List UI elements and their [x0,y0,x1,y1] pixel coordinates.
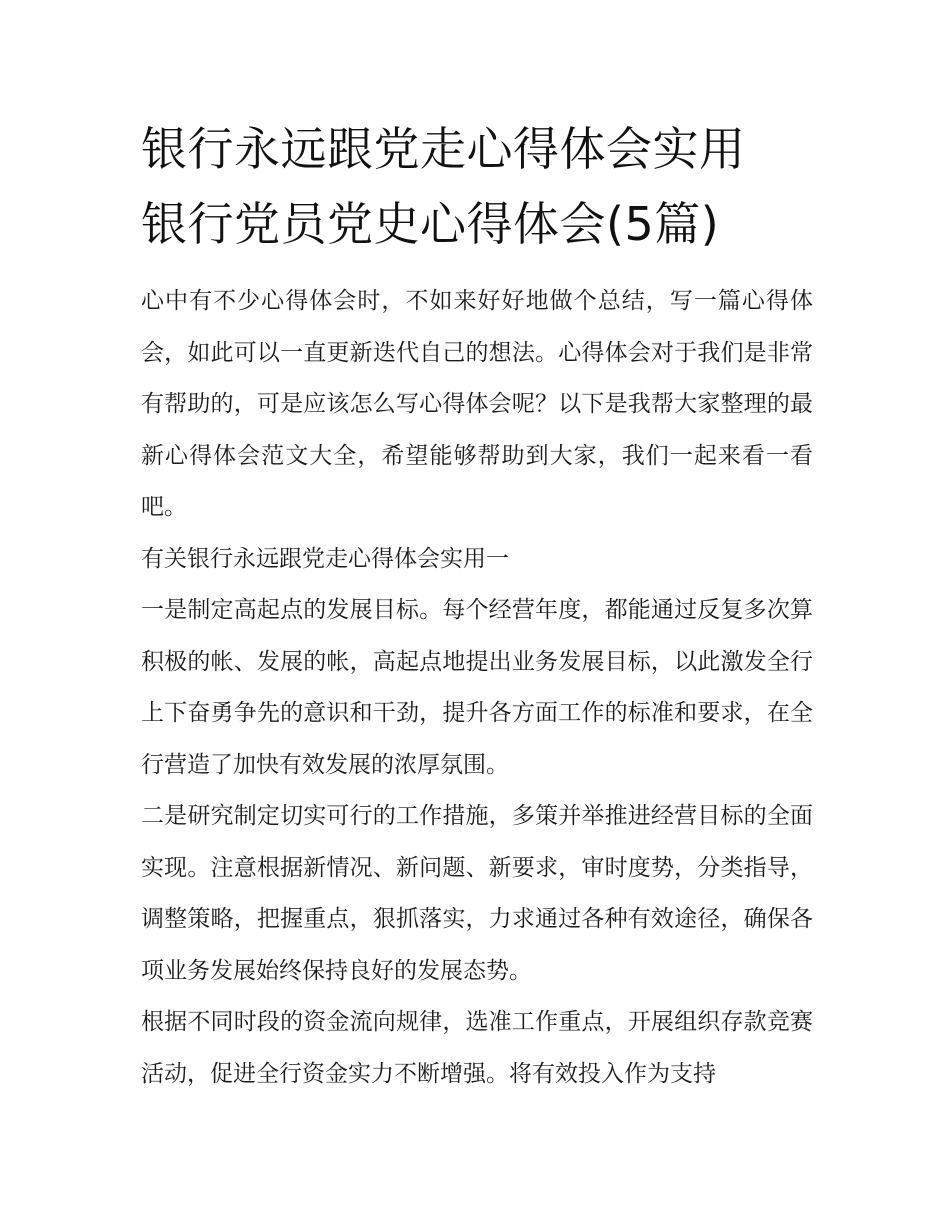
section-heading: 有关银行永远跟党走心得体会实用一 [141,545,509,572]
title-line-1: 银行永远跟党走心得体会实用 [141,122,746,176]
title-line-2: 银行党员党史心得体会(5篇) [141,197,720,251]
intro-paragraph: 心中有不少心得体会时，不如来好好地做个总结，写一篇心得体会，如此可以一直更新迭代自己的想法。心得体会对于我们是非常有帮助的，可是应该怎么写心得体会呢？以下是我帮大家整理的最新心得体会范文大全，希望能够帮助到大家，我们一起来看一看吧。 [141,288,813,520]
body-paragraph-3: 根据不同时段的资金流向规律，选准工作重点，开展组织存款竞赛活动，促进全行资金实力不断增强。将有效投入作为支持 [141,1009,813,1087]
document-body [141,276,813,1100]
document-content [141,112,813,1100]
document-title [141,112,813,262]
body-paragraph-1: 一是制定高起点的发展目标。每个经营年度，都能通过反复多次算积极的帐、发展的帐，高起点地提出业务发展目标，以此激发全行上下奋勇争先的意识和干劲，提升各方面工作的标准和要求，在全行营造了加快有效发展的浓厚氛围。 [141,597,813,778]
body-paragraph-2: 二是研究制定切实可行的工作措施，多策并举推进经营目标的全面实现。注意根据新情况、新问题、新要求，审时度势，分类指导，调整策略，把握重点，狠抓落实，力求通过各种有效途径，确保各项业务发展始终保持良好的发展态势。 [141,803,813,984]
